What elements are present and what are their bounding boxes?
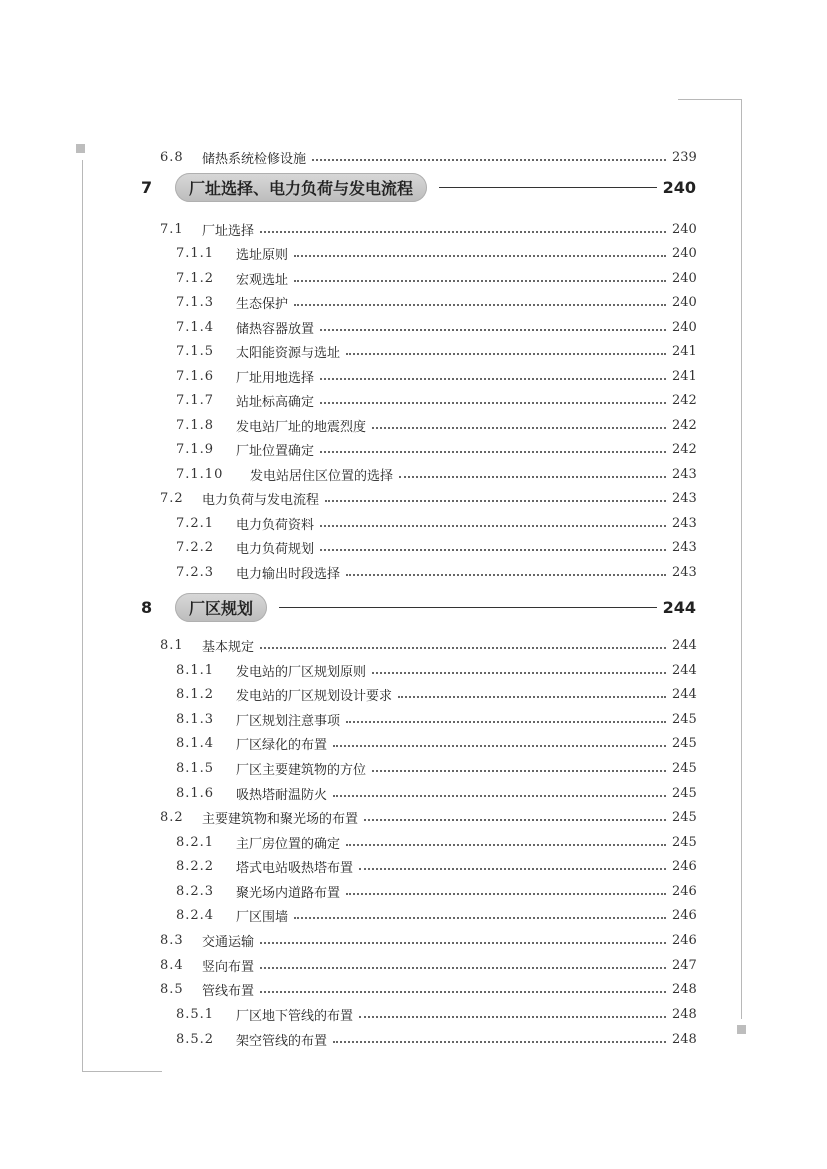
entry-page-number: 240 (672, 319, 697, 335)
entry-page-number: 247 (672, 957, 697, 973)
toc-subsection-entry[interactable] (176, 782, 696, 804)
entry-page-number: 243 (672, 466, 697, 482)
chapter-page-number: 240 (662, 177, 696, 197)
entry-number: 7.1.7 (176, 392, 215, 408)
dot-leader (320, 402, 666, 404)
entry-page-number: 242 (672, 417, 697, 433)
entry-page-number: 244 (672, 686, 697, 702)
dot-leader (294, 280, 666, 282)
entry-title: 选址原则 (236, 247, 289, 263)
toc-subsection-entry[interactable] (176, 414, 696, 436)
toc-section-entry[interactable] (160, 978, 696, 1000)
toc-subsection-entry[interactable] (176, 365, 696, 387)
entry-page-number: 243 (672, 515, 697, 531)
entry-page-number: 240 (672, 294, 697, 310)
entry-title: 厂址位置确定 (236, 443, 315, 459)
entry-page-number: 243 (672, 490, 697, 506)
toc-subsection-entry[interactable] (176, 683, 696, 705)
entry-number: 8.1 (160, 637, 184, 653)
entry-title: 宏观选址 (236, 272, 289, 288)
entry-number: 7.2.3 (176, 564, 215, 580)
toc-subsection-entry[interactable] (176, 1003, 696, 1025)
toc-section-entry[interactable] (160, 487, 696, 509)
dot-leader (346, 844, 666, 846)
entry-number: 8.1.5 (176, 760, 215, 776)
toc-subsection-entry[interactable] (176, 904, 696, 926)
dot-leader (399, 476, 666, 478)
dot-leader (320, 525, 666, 527)
dot-leader (346, 893, 666, 895)
dot-leader (320, 451, 666, 453)
entry-number: 7.1.1 (176, 245, 215, 261)
entry-title: 厂址选择 (202, 223, 255, 239)
entry-title: 交通运输 (202, 934, 255, 950)
entry-page-number: 245 (672, 735, 697, 751)
toc-subsection-entry[interactable] (176, 512, 696, 534)
dot-leader (364, 819, 666, 821)
entry-title: 太阳能资源与选址 (236, 345, 341, 361)
entry-page-number: 246 (672, 858, 697, 874)
dot-leader (260, 991, 666, 993)
entry-title: 厂区主要建筑物的方位 (236, 762, 367, 778)
toc-subsection-entry[interactable] (176, 438, 696, 460)
entry-number: 7.1.9 (176, 441, 215, 457)
entry-title: 厂址用地选择 (236, 370, 315, 386)
entry-title: 竖向布置 (202, 959, 255, 975)
toc-subsection-entry[interactable] (176, 340, 696, 362)
chapter-number: 8 (141, 597, 153, 617)
entry-number: 8.2 (160, 809, 184, 825)
entry-number: 7.2.1 (176, 515, 215, 531)
chapter-rule (439, 187, 657, 188)
entry-number: 8.2.1 (176, 834, 215, 850)
toc-subsection-entry[interactable] (176, 536, 696, 558)
entry-title: 生态保护 (236, 296, 289, 312)
entry-number: 8.1.4 (176, 735, 215, 751)
entry-title: 基本规定 (202, 639, 255, 655)
dot-leader (294, 255, 666, 257)
entry-number: 7.1.10 (176, 466, 224, 482)
entry-number: 7.1.4 (176, 319, 215, 335)
chapter-title: 厂区规划 (175, 593, 267, 622)
entry-page-number: 245 (672, 785, 697, 801)
entry-number: 8.5.2 (176, 1031, 215, 1047)
entry-title: 发电站的厂区规划设计要求 (236, 688, 393, 704)
entry-title: 厂区绿化的布置 (236, 737, 328, 753)
entry-title: 塔式电站吸热塔布置 (236, 860, 354, 876)
chapter-title: 厂址选择、电力负荷与发电流程 (175, 173, 427, 202)
entry-number: 8.2.2 (176, 858, 215, 874)
dot-leader (359, 868, 666, 870)
entry-number: 7.2.2 (176, 539, 215, 555)
entry-title: 电力输出时段选择 (236, 566, 341, 582)
entry-number: 8.5 (160, 981, 184, 997)
entry-title: 吸热塔耐温防火 (236, 787, 328, 803)
entry-number: 8.1.3 (176, 711, 215, 727)
toc-subsection-entry[interactable] (176, 316, 696, 338)
dot-leader (325, 500, 666, 502)
entry-title: 架空管线的布置 (236, 1033, 328, 1049)
toc-section-entry[interactable] (160, 146, 696, 168)
dot-leader (346, 353, 666, 355)
entry-number: 8.1.6 (176, 785, 215, 801)
entry-page-number: 245 (672, 809, 697, 825)
entry-title: 管线布置 (202, 983, 255, 999)
entry-page-number: 242 (672, 441, 697, 457)
entry-page-number: 240 (672, 221, 697, 237)
entry-title: 主厂房位置的确定 (236, 836, 341, 852)
entry-title: 聚光场内道路布置 (236, 885, 341, 901)
entry-page-number: 243 (672, 564, 697, 580)
toc-subsection-entry[interactable] (176, 561, 696, 583)
entry-page-number: 245 (672, 760, 697, 776)
toc-section-entry[interactable] (160, 806, 696, 828)
toc-subsection-entry[interactable] (176, 389, 696, 411)
entry-page-number: 244 (672, 662, 697, 678)
entry-number: 8.1.2 (176, 686, 215, 702)
entry-number: 7.1 (160, 221, 184, 237)
entry-title: 站址标高确定 (236, 394, 315, 410)
entry-page-number: 248 (672, 981, 697, 997)
toc-subsection-entry[interactable] (176, 659, 696, 681)
chapter-heading (141, 590, 696, 624)
entry-number: 8.4 (160, 957, 184, 973)
toc-section-entry[interactable] (160, 954, 696, 976)
entry-number: 8.3 (160, 932, 184, 948)
entry-page-number: 245 (672, 834, 697, 850)
entry-title: 储热系统检修设施 (202, 151, 307, 167)
entry-page-number: 241 (672, 368, 697, 384)
dot-leader (260, 942, 666, 944)
entry-page-number: 248 (672, 1006, 697, 1022)
toc-subsection-entry[interactable] (176, 732, 696, 754)
dot-leader (312, 159, 666, 161)
chapter-rule (279, 607, 657, 608)
dot-leader (294, 304, 666, 306)
entry-number: 6.8 (160, 149, 184, 165)
chapter-page-number: 244 (662, 597, 696, 617)
entry-page-number: 246 (672, 932, 697, 948)
dot-leader (398, 696, 666, 698)
dot-leader (372, 427, 666, 429)
toc-subsection-entry[interactable] (176, 880, 696, 902)
entry-page-number: 243 (672, 539, 697, 555)
entry-title: 电力负荷资料 (236, 517, 315, 533)
entry-page-number: 246 (672, 907, 697, 923)
dot-leader (320, 378, 666, 380)
entry-title: 发电站厂址的地震烈度 (236, 419, 367, 435)
dot-leader (333, 745, 666, 747)
entry-number: 7.2 (160, 490, 184, 506)
entry-page-number: 244 (672, 637, 697, 653)
entry-page-number: 242 (672, 392, 697, 408)
toc-subsection-entry[interactable] (176, 1028, 696, 1050)
dot-leader (260, 231, 666, 233)
entry-number: 8.2.4 (176, 907, 215, 923)
dot-leader (333, 1041, 666, 1043)
entry-number: 8.1.1 (176, 662, 215, 678)
entry-number: 7.1.2 (176, 270, 215, 286)
entry-title: 电力负荷与发电流程 (202, 492, 320, 508)
entry-number: 7.1.6 (176, 368, 215, 384)
toc-subsection-entry[interactable] (176, 291, 696, 313)
entry-number: 7.1.5 (176, 343, 215, 359)
entry-page-number: 248 (672, 1031, 697, 1047)
toc-section-entry[interactable] (160, 929, 696, 951)
entry-title: 主要建筑物和聚光场的布置 (202, 811, 359, 827)
chapter-number: 7 (141, 177, 153, 197)
dot-leader (372, 770, 666, 772)
entry-page-number: 240 (672, 270, 697, 286)
entry-title: 发电站的厂区规划原则 (236, 664, 367, 680)
dot-leader (372, 672, 666, 674)
toc-subsection-entry[interactable] (176, 831, 696, 853)
entry-number: 8.2.3 (176, 883, 215, 899)
dot-leader (333, 795, 666, 797)
entry-title: 厂区规划注意事项 (236, 713, 341, 729)
toc-section-entry[interactable] (160, 634, 696, 656)
entry-page-number: 245 (672, 711, 697, 727)
entry-title: 储热容器放置 (236, 321, 315, 337)
entry-title: 电力负荷规划 (236, 541, 315, 557)
entry-title: 厂区围墙 (236, 909, 289, 925)
toc-subsection-entry[interactable] (176, 463, 696, 485)
entry-number: 8.5.1 (176, 1006, 215, 1022)
dot-leader (320, 329, 666, 331)
dot-leader (346, 721, 666, 723)
entry-page-number: 241 (672, 343, 697, 359)
entry-number: 7.1.8 (176, 417, 215, 433)
entry-page-number: 246 (672, 883, 697, 899)
entry-page-number: 240 (672, 245, 697, 261)
dot-leader (260, 647, 666, 649)
entry-title: 发电站居住区位置的选择 (250, 468, 394, 484)
dot-leader (294, 917, 666, 919)
toc-section-entry[interactable] (160, 218, 696, 240)
entry-title: 厂区地下管线的布置 (236, 1008, 354, 1024)
toc-subsection-entry[interactable] (176, 855, 696, 877)
dot-leader (359, 1016, 666, 1018)
entry-number: 7.1.3 (176, 294, 215, 310)
dot-leader (320, 549, 666, 551)
dot-leader (346, 574, 666, 576)
chapter-heading (141, 170, 696, 204)
toc-subsection-entry[interactable] (176, 267, 696, 289)
toc-subsection-entry[interactable] (176, 708, 696, 730)
toc-subsection-entry[interactable] (176, 757, 696, 779)
dot-leader (260, 967, 666, 969)
toc-subsection-entry[interactable] (176, 242, 696, 264)
entry-page-number: 239 (672, 149, 697, 165)
